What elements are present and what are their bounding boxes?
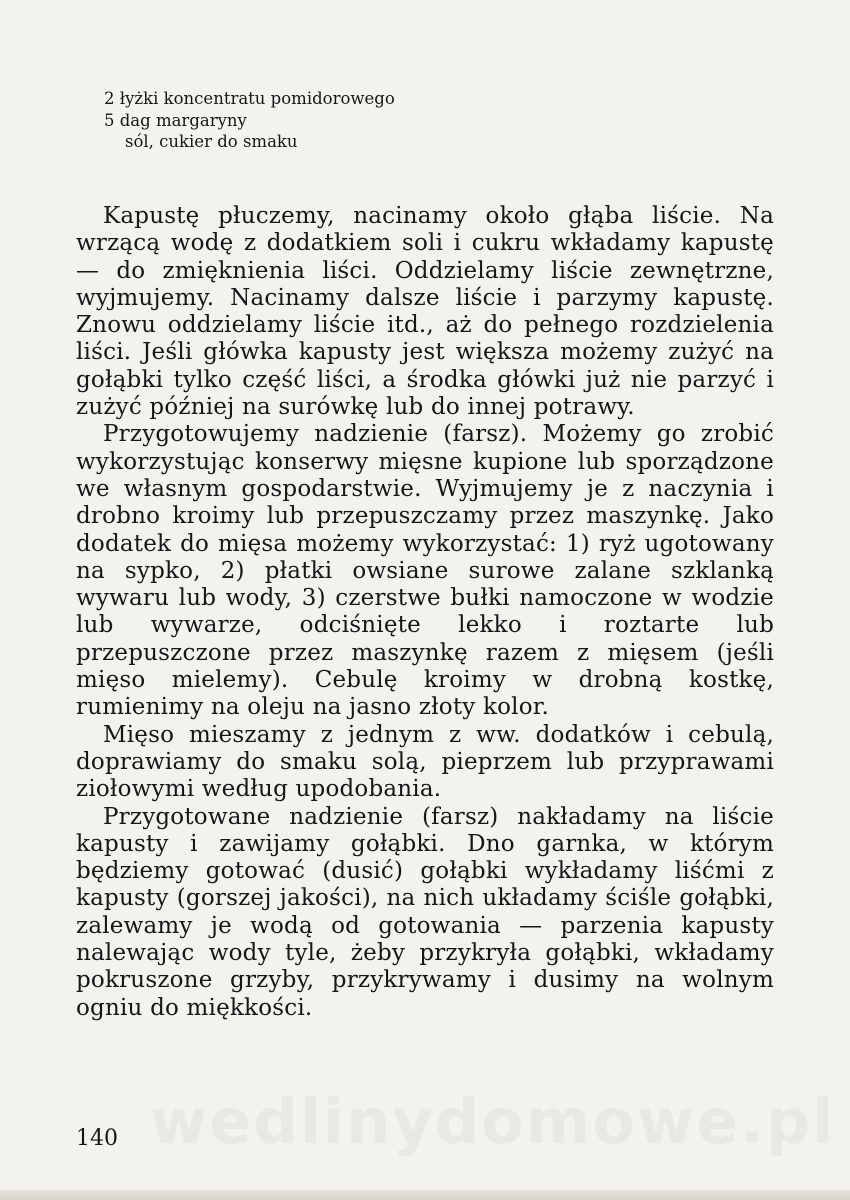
watermark: wedlinydomowe.pl xyxy=(150,1085,836,1158)
paragraph: Przygotowane nadzienie (farsz) nakładamy na liście kapusty i zawijamy gołąbki. Dno garnka, w którym będziemy gotować (dusić) gołąbki wykładamy liśćmi z kapusty (gorszej jakości), na nich układamy ściśle gołąbki, zalewamy je wodą od gotowania — parzenia kapusty nalewając wody tyle, żeby przykryła gołąbki, wkładamy pokruszone grzyby, przykrywamy i dusimy na wolnym ogniu do miękkości. xyxy=(76,803,774,1021)
ingredient-list xyxy=(104,88,524,153)
paragraph: Przygotowujemy nadzienie (farsz). Możemy go zrobić wykorzystując konserwy mięsne kupione lub sporządzone we własnym gospodarstwie. Wyjmujemy je z naczynia i drobno kroimy lub przepuszczamy przez maszynkę. Jako dodatek do mięsa możemy wykorzystać: 1) ryż ugotowany na sypko, 2) płatki owsiane surowe zalane szklanką wywaru lub wody, 3) czerstwe bułki namoczone w wodzie lub wywarze, odciśnięte lekko i roztarte lub przepuszczone przez maszynkę razem z mięsem (jeśli mięso mielemy). Cebulę kroimy w drobną kostkę, rumienimy na oleju na jasno złoty kolor. xyxy=(76,421,774,721)
ingredient-line: 2 łyżki koncentratu pomidorowego xyxy=(104,89,395,108)
paragraph: Kapustę płuczemy, nacinamy około głąba liście. Na wrzącą wodę z dodatkiem soli i cukru wkładamy kapustę — do zmięknienia liści. Oddzielamy liście zewnętrzne, wyjmujemy. Nacinamy dalsze liście i parzymy kapustę. Znowu oddzielamy liście itd., aż do pełnego rozdzielenia liści. Jeśli główka kapusty jest większa możemy zużyć na gołąbki tylko część liści, a środka główki już nie parzyć i zużyć później na surówkę lub do innej potrawy. xyxy=(76,203,774,421)
page-number: 140 xyxy=(76,1126,118,1151)
page-bottom-edge xyxy=(0,1190,850,1200)
paragraph: Mięso mieszamy z jednym z ww. dodatków i cebulą, doprawiamy do smaku solą, pieprzem lub przyprawami ziołowymi według upodobania. xyxy=(76,721,774,803)
ingredient-line: sól, cukier do smaku xyxy=(125,132,298,151)
recipe-text xyxy=(76,203,774,1022)
ingredient-line: 5 dag margaryny xyxy=(104,110,247,130)
